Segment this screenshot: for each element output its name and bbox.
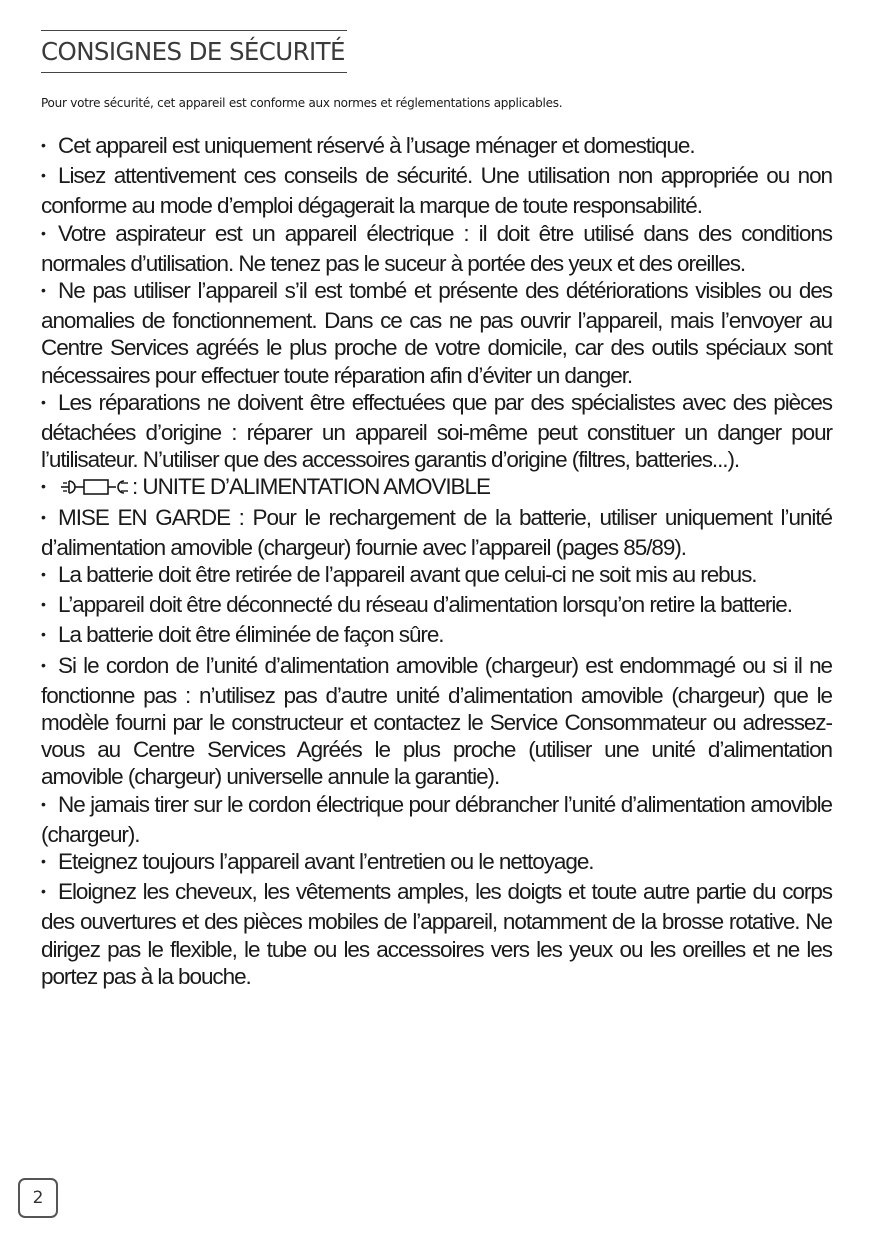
list-item: [41, 591, 832, 621]
list-item-text: Cet appareil est uniquement réservé à l’usage ménager et domestique.: [58, 133, 695, 158]
list-item-text: La batterie doit être retirée de l’appareil avant que celui-ci ne soit mis au rebus.: [58, 562, 757, 588]
list-item: [41, 621, 832, 651]
list-item-text: Eteignez toujours l’appareil avant l’entretien ou le nettoyage.: [58, 849, 594, 875]
list-item-text: MISE EN GARDE : Pour le rechargement de la batterie, utiliser uniquement l’unité d’alimentation amovible (chargeur) fournie avec l’appareil (pages 85/89).: [41, 504, 832, 560]
list-item-text: Si le cordon de l’unité d’alimentation amovible (chargeur) est endommagé ou si il ne fonctionne pas : n’utilisez pas d’autre unité d’alimentation amovible (chargeur) que le modèle fourni par le constructeur et contactez le Service Consommateur ou adressez-vous au Centre Services Agréés le plus proche (utiliser une unité d’alimentation amovible (chargeur) universelle annule la garantie).: [41, 652, 832, 790]
bullet: •: [41, 596, 45, 613]
bullet: •: [41, 626, 45, 643]
bullet: •: [41, 656, 45, 673]
list-item: [41, 277, 832, 389]
safety-instructions-list: [41, 132, 832, 990]
bullet: •: [41, 508, 45, 525]
bullet: •: [41, 795, 45, 812]
bullet: •: [41, 393, 45, 410]
bullet: •: [41, 853, 45, 870]
list-item: [41, 561, 832, 591]
bullet: •: [41, 282, 45, 299]
list-item: [41, 162, 832, 219]
list-item-text: Lisez attentivement ces conseils de sécurité. Une utilisation non appropriée ou non conforme au mode d’emploi dégagerait la marque de toute responsabilité.: [41, 163, 832, 219]
page-number: 2: [18, 1178, 58, 1218]
list-item: [41, 878, 832, 990]
list-item: [41, 389, 832, 474]
list-item-text: : UNITE D’ALIMENTATION AMOVIBLE: [132, 474, 490, 500]
list-item-text: Votre aspirateur est un appareil électrique : il doit être utilisé dans des conditions normales d’utilisation. Ne tenez pas le suceur à portée des yeux et des oreilles.: [41, 220, 832, 276]
page-title: CONSIGNES DE SÉCURITÉ: [41, 37, 345, 66]
list-item-text: Ne jamais tirer sur le cordon électrique pour débrancher l’unité d’alimentation amovible (chargeur).: [41, 791, 832, 847]
list-item: [41, 473, 832, 503]
bullet: •: [41, 883, 45, 900]
list-item-text: Eloignez les cheveux, les vêtements amples, les doigts et toute autre partie du corps des ouvertures et des pièces mobiles de l’appareil, notamment de la brosse rotative. Ne dirigez pas le flexible, le tube ou les accessoires vers les yeux ou les oreilles et ne les portez pas à la bouche.: [41, 879, 832, 989]
title-block: [41, 30, 347, 73]
list-item: [41, 220, 832, 277]
list-item-text: L’appareil doit être déconnecté du réseau d’alimentation lorsqu’on retire la batterie.: [58, 592, 792, 618]
list-item-text: La batterie doit être éliminée de façon sûre.: [58, 622, 444, 648]
bullet: •: [41, 137, 45, 153]
bullet: •: [41, 478, 45, 495]
bullet: •: [41, 224, 45, 241]
bullet: •: [41, 167, 45, 184]
list-item: [41, 132, 832, 162]
list-item: [41, 504, 832, 561]
intro-text: Pour votre sécurité, cet appareil est conforme aux normes et réglementations applicables.: [41, 96, 563, 110]
list-item: [41, 848, 832, 878]
detachable-supply-unit-icon: [58, 476, 130, 498]
list-item: [41, 652, 832, 791]
list-item-text: Les réparations ne doivent être effectuées que par des spécialistes avec des pièces détachées d’origine : réparer un appareil soi-même peut constituer un danger pour l’utilisateur. N’utiliser que des accessoires garantis d’origine (filtres, batteries...).: [41, 389, 832, 473]
bullet: •: [41, 566, 45, 583]
list-item-text: Ne pas utiliser l’appareil s’il est tombé et présente des détériorations visibles ou des anomalies de fonctionnement. Dans ce cas ne pas ouvrir l’appareil, mais l’envoyer au Centre Services agréés le plus proche de votre domicile, car des outils spéciaux sont nécessaires pour effectuer toute réparation afin d’éviter un danger.: [41, 278, 832, 388]
list-item: [41, 791, 832, 848]
